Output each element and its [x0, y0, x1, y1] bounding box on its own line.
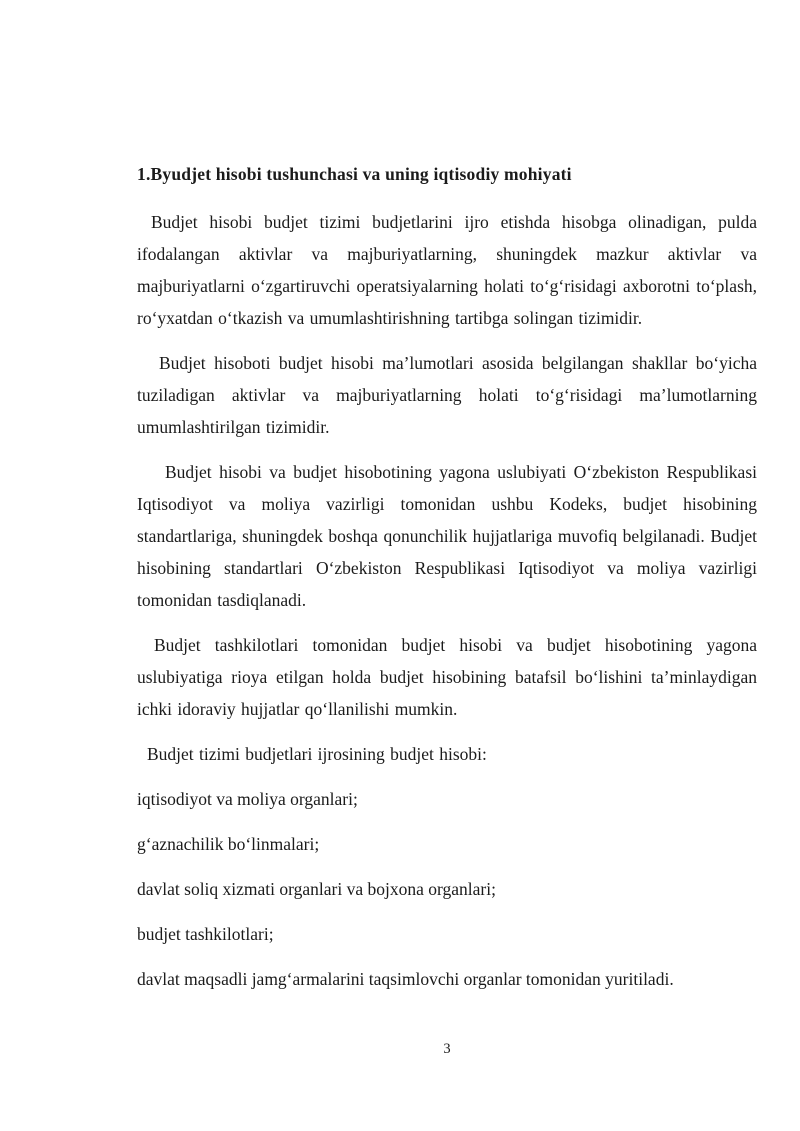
list-item: budjet tashkilotlari;: [137, 924, 274, 944]
section-heading: 1.Byudjet hisobi tushunchasi va uning iqtisodiy mohiyati: [137, 164, 572, 184]
list-item: davlat soliq xizmati organlari va bojxona organlari;: [137, 879, 496, 899]
document-content: [137, 158, 757, 1008]
body-paragraph: Budjet tashkilotlari tomonidan budjet hisobi va budjet hisobotining yagona uslubiyatiga rioya etilgan holda budjet hisobining batafsil bo‘lishini ta’minlaydigan ichki idoraviy hujjatlar qo‘llanilishi mumkin.: [137, 635, 757, 719]
list-item: davlat maqsadli jamg‘armalarini taqsimlovchi organlar tomonidan yuritiladi.: [137, 969, 674, 989]
body-paragraph: Budjet hisobi budjet tizimi budjetlarini ijro etishda hisobga olinadigan, pulda ifodalangan aktivlar va majburiyatlarning, shuningdek mazkur aktivlar va majburiyatlarni o‘zgartiruvchi operatsiyalarning holati to‘g‘risidagi axborotni to‘plash, ro‘yxatdan o‘tkazish va umumlashtirishning tartibga solingan tizimidir.: [137, 212, 757, 328]
body-paragraph: Budjet tizimi budjetlari ijrosining budjet hisobi:: [147, 744, 487, 764]
body-paragraph: Budjet hisoboti budjet hisobi ma’lumotlari asosida belgilangan shakllar bo‘yicha tuziladigan aktivlar va majburiyatlarning holati to‘g‘risidagi ma’lumotlarning umumlashtirilgan tizimidir.: [137, 353, 757, 437]
page-number: 3: [443, 1041, 451, 1057]
list-item: g‘aznachilik bo‘linmalari;: [137, 834, 320, 854]
body-paragraph: Budjet hisobi va budjet hisobotining yagona uslubiyati O‘zbekiston Respublikasi Iqtisodiyot va moliya vazirligi tomonidan ushbu Kodeks, budjet hisobining standartlariga, shuningdek boshqa qonunchilik hujjatlariga muvofiq belgilanadi. Budjet hisobining standartlari O‘zbekiston Respublikasi Iqtisodiyot va moliya vazirligi tomonidan tasdiqlanadi.: [137, 462, 757, 610]
list-item: iqtisodiyot va moliya organlari;: [137, 789, 358, 809]
